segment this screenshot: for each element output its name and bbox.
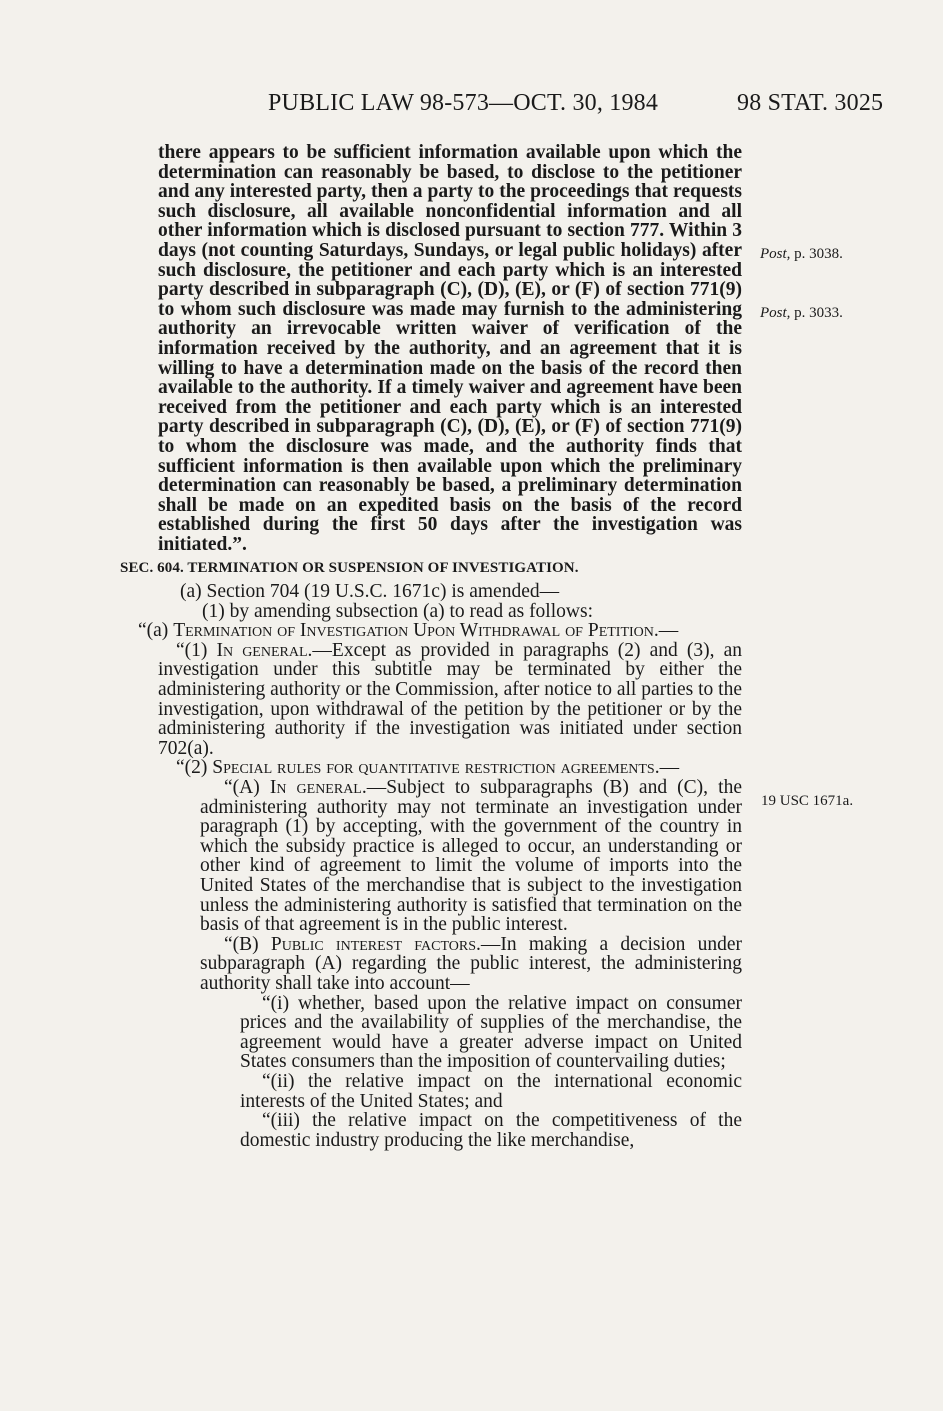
margin-note-post-3033: Post, p. 3033. xyxy=(760,305,843,321)
subsection-a-title: “(a) Termination of Investigation Upon Withdrawal of Petition.— xyxy=(138,620,679,642)
statute-page-number: 98 STAT. 3025 xyxy=(737,90,884,116)
margin-note-post-3038: Post, p. 3038. xyxy=(760,246,843,262)
paragraph-1: “(1) In general.—Except as provided in paragraphs (2) and (3), an investigation under this subtitle may be terminated by either the administering authority or the Commission, after notice to all parties to the investigation, upon withdrawal of the petition by the petitioner or by the administering authority if the investigation was initiated under section 702(a). xyxy=(158,639,742,759)
continued-paragraph: there appears to be sufficient information available upon which the determination can reasonably be based, to disclose to the petitioner and any interested party, then a party to the proceedings that requests such disclosure, all available nonconfidential information and all other information which is disclosed pursuant to section 777. Within 3 days (not counting Saturdays, Sundays, or legal public holidays) after such disclosure, the petitioner and each party which is an interested party described in subparagraph (C), (D), (E), or (F) of section 771(9) to whom such disclosure was made may furnish to the administering authority an irrevocable written waiver of verification of the information received by the authority, and an agreement that it is willing to have a determination made on the basis of the record then available to the authority. If a timely waiver and agreement have been received from the petitioner and each party which is an interested party described in subparagraph (C), (D), (E), or (F) of section 771(9) to whom the disclosure was made, and the authority finds that sufficient information is then available upon which the preliminary determination can reasonably be based, a preliminary determination shall be made on an expedited basis on the basis of the record established during the first 50 days after the investigation was initiated.”. xyxy=(158,142,742,555)
subsection-a-intro: (a) Section 704 (19 U.S.C. 1671c) is amended— xyxy=(180,581,560,603)
running-head-title: PUBLIC LAW 98-573—OCT. 30, 1984 xyxy=(268,90,659,116)
clause-ii: “(ii) the relative impact on the international economic interests of the United States; and xyxy=(240,1070,742,1112)
clause-iii: “(iii) the relative impact on the competitiveness of the domestic industry producing the like merchandise, xyxy=(240,1110,742,1151)
subparagraph-A: “(A) In general.—Subject to subparagraphs (B) and (C), the administering authority may not terminate an investigation under paragraph (1) by accepting, with the government of the country in which the subsidy practice is alleged to occur, an understanding or other kind of agreement to limit the volume of imports into the United States of the merchandise that is subject to the investigation unless the administering authority is satisfied that termination on the basis of that agreement is in the public interest. xyxy=(200,777,742,936)
clause-i: “(i) whether, based upon the relative impact on consumer prices and the availability of supplies of the merchandise, the agreement would have a greater adverse impact on United States consumers than the imposition of countervailing duties; xyxy=(240,992,742,1073)
body-text xyxy=(120,142,742,1151)
paragraph-1-intro: (1) by amending subsection (a) to read as follows: xyxy=(202,600,593,622)
subparagraph-B: “(B) Public interest factors.—In making a decision under subparagraph (A) regarding the public interest, the administering authority shall take into account— xyxy=(200,933,742,994)
page-header xyxy=(0,90,943,130)
margin-note-usc: 19 USC 1671a. xyxy=(761,793,854,809)
paragraph-2: “(2) Special rules for quantitative restriction agreements.— xyxy=(176,757,680,779)
section-heading: SEC. 604. TERMINATION OR SUSPENSION OF INVESTIGATION. xyxy=(120,560,579,577)
